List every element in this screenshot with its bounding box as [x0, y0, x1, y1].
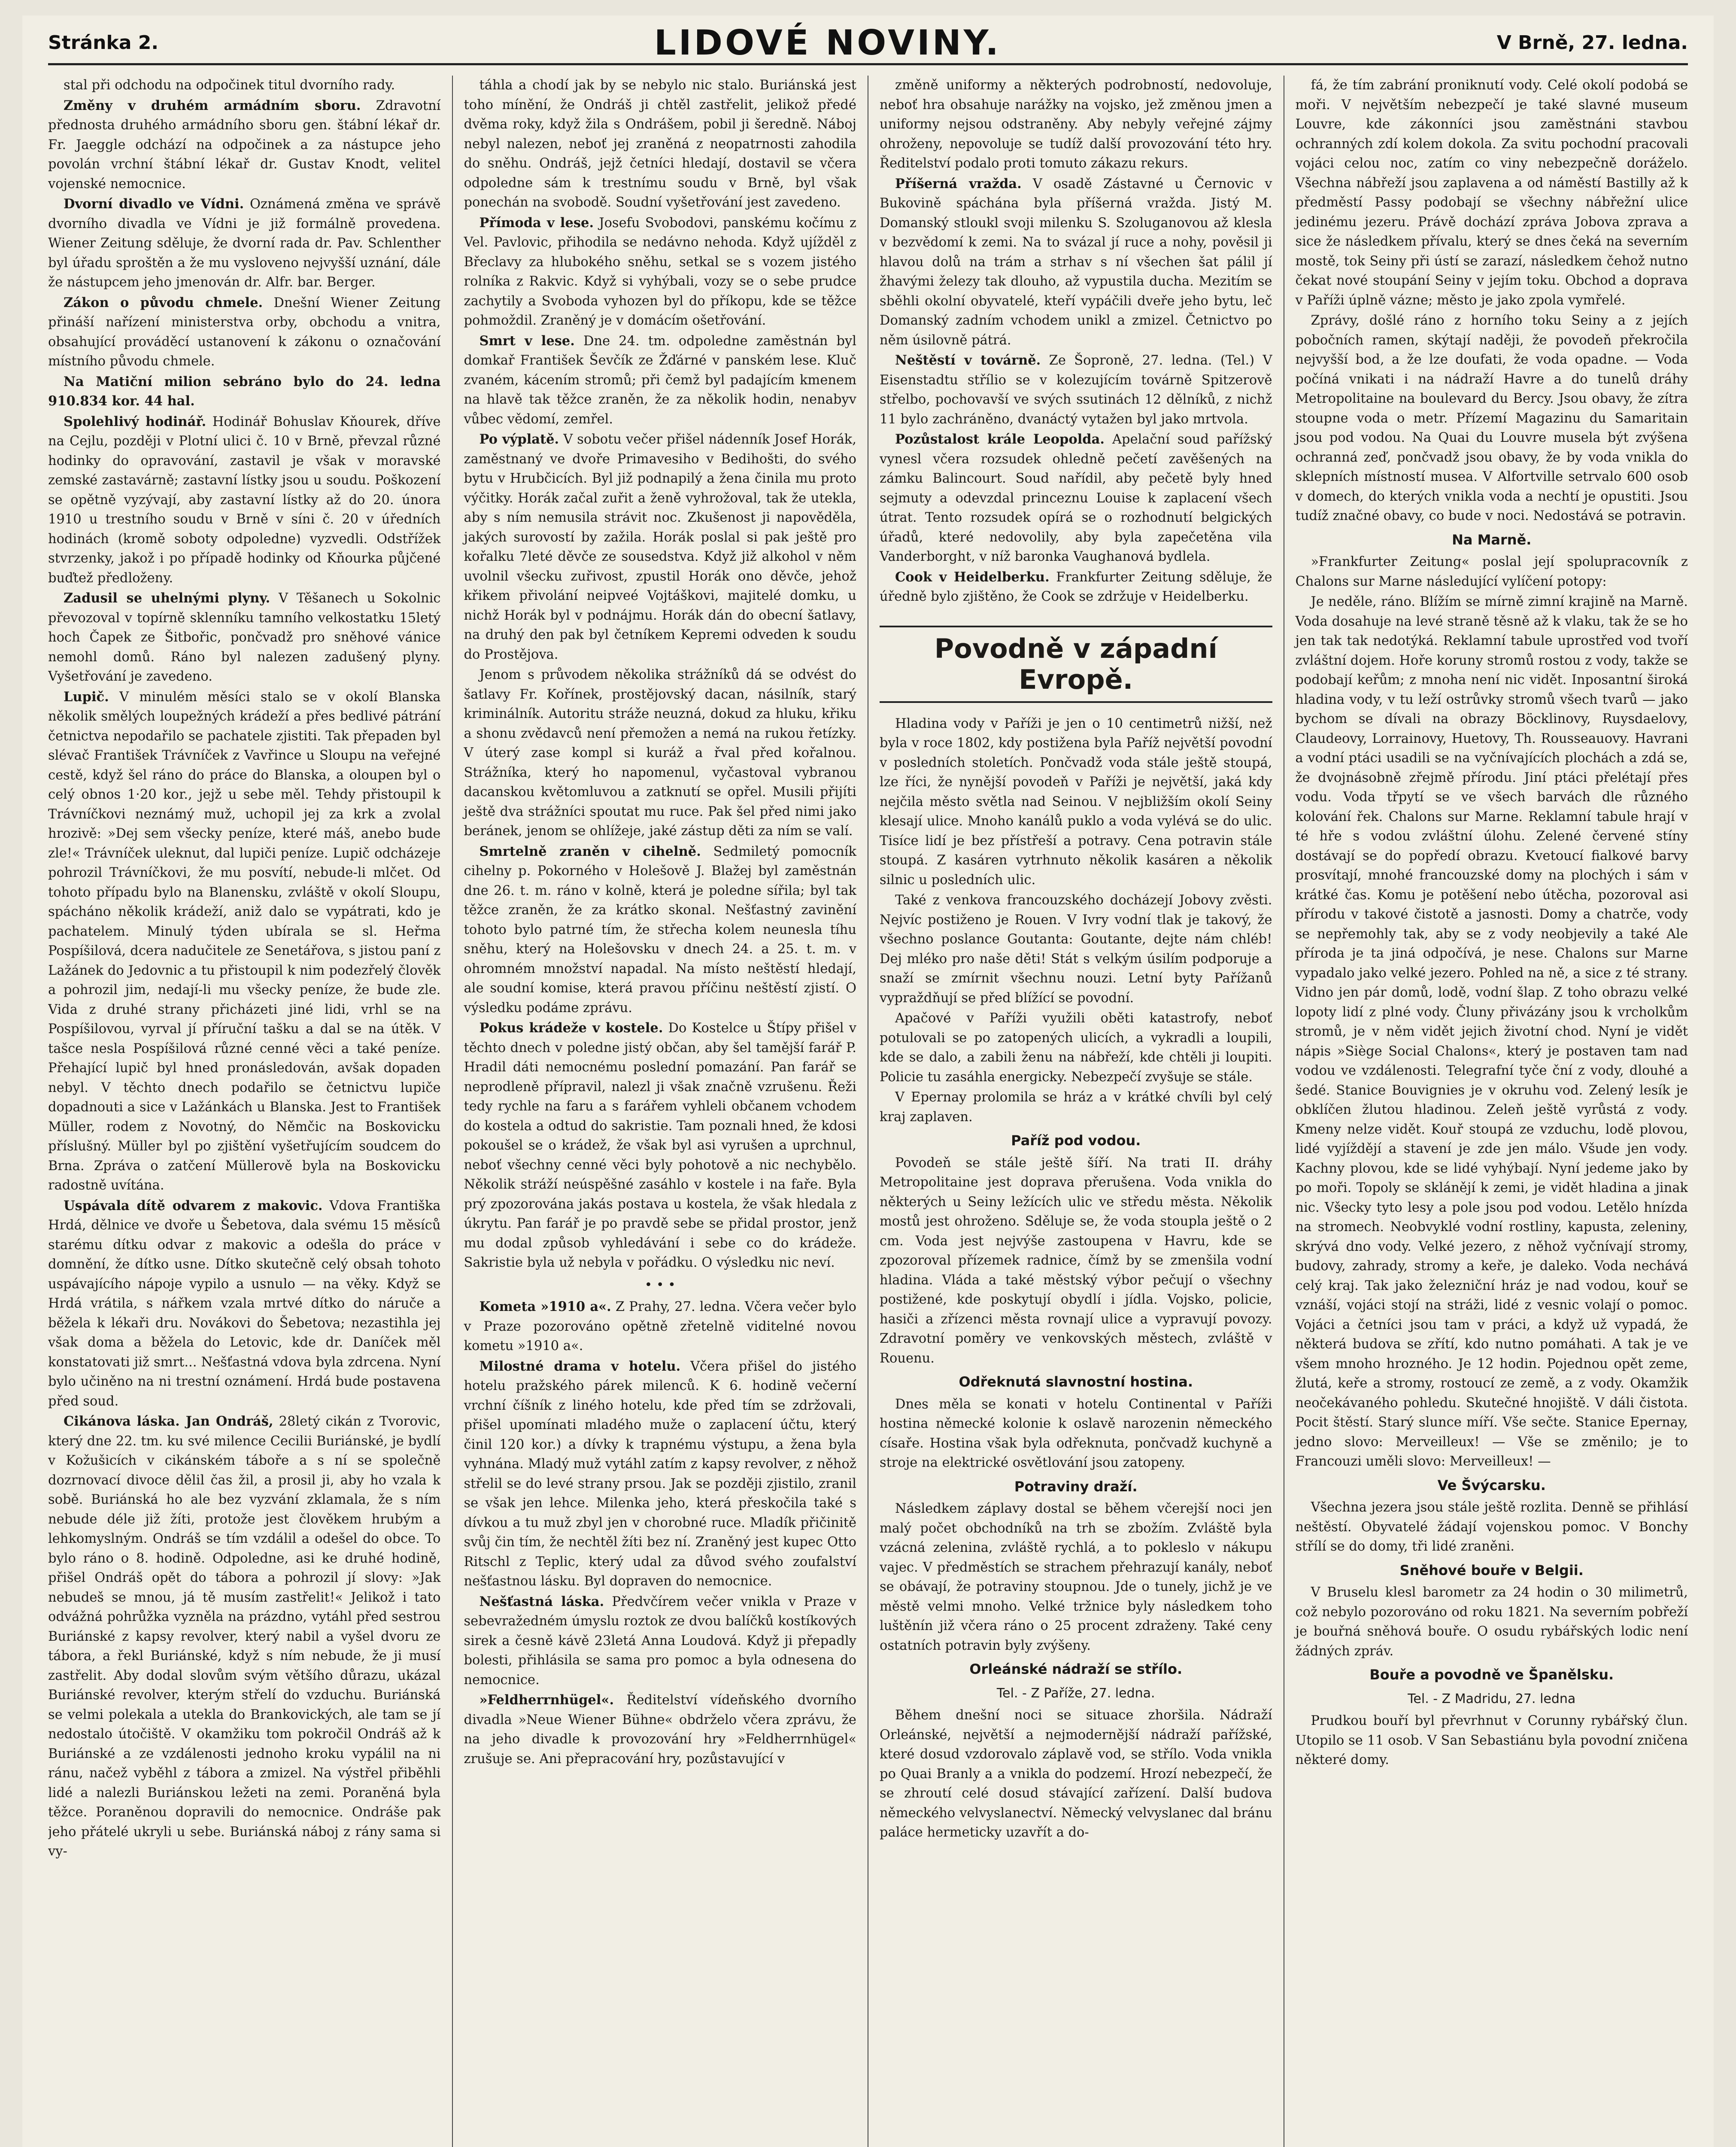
article-paragraph	[48, 1196, 441, 1411]
article-lead: Zadusil se uhelnými plyny.	[64, 590, 270, 606]
article-heading: Potraviny draží.	[1014, 1478, 1138, 1495]
article-paragraph	[880, 1088, 1272, 1127]
article-paragraph	[880, 351, 1272, 429]
article-text: Z Prahy, 27. ledna. Včera večer bylo v Praze pozorováno opětně zřetelně viditelné novou kometu »1910 a«.	[464, 1299, 856, 1353]
article-lead: Po výplatě.	[479, 432, 559, 447]
article-paragraph	[880, 1009, 1272, 1087]
article-lead: Na Matiční milion sebráno bylo do 24. ledna 910.834 kor. 44 hal.	[48, 374, 441, 409]
article-text: Dnešní Wiener Zeitung přináší nařízení ministerstva orby, obchodu a vnitra, obsahující prováděcí ustanovení k zákonu o označování místního původu chmele.	[48, 295, 441, 369]
article-text: V osadě Zástavné u Černovic v Bukovině spáchána byla příšerná vražda. Jistý M. Domanský stloukl svoji milenku S. Szoluganovou až klesla v bezvědomí k zemi. Na to svázal jí ruce a nohy, pověsil ji hlavou dolů na trám a strhav s ní všechen šat pálil jí žhavými železy tak dlouho, až vypustila ducha. Mezitím se sběhli okolní obyvatelé, kteří vypáčili dveře jeho bytu, leč Domanský zadním vchodem unikl a zmizel. Četnictvo po něm úsilovně pátrá.	[880, 176, 1272, 348]
article-lead: Pozůstalost krále Leopolda.	[895, 432, 1105, 447]
article-lead: Kometa »1910 a«.	[479, 1299, 611, 1314]
article-text: Povodeň se stále ještě šíří. Na trati II. dráhy Metropolitaine jest doprava přerušena. Voda vnikla do některých u Seiny ležících ulic ve středu města. Několik mostů jest ohroženo. Sděluje se, že voda stoupla ještě o 2 cm. Voda jest nejvýše zastoupena v Havru, kde se zpozoroval přízemek radnice, čímž by se zmenšila vodní hladina. Vláda a také městský výbor pečují o všechny postižené, kde poskytují obydlí i jídla. Vojsko, policie, hasiči a zřízenci města rovnají ulice a vypravují povozy. Zdravotní poměry ve venkovských městech, zvláště v Rouenu.	[880, 1155, 1272, 1366]
article-paragraph	[464, 213, 857, 331]
article-paragraph	[464, 1592, 857, 1690]
article-text: Dnes měla se konati v hotelu Continental v Paříži hostina německé kolonie k oslavě narozenin německého císaře. Hostina však byla odřeknuta, pončvadž kuchyně a stroje na elektrické osvětlování jsou zatopeny.	[880, 1396, 1272, 1470]
article-text: Ze Šoproně, 27. ledna. (Tel.) V Eisenstadtu střílio se v kolezujícím továrně Spitzerově střelbo, pochovavší ve svých ssutinách 12 dělníků, z nichž 11 bylo zachráněno, dvanáctý vytažen byl jako mrtvola.	[880, 353, 1272, 427]
article-paragraph	[880, 891, 1272, 1008]
article-heading: Sněhové bouře v Belgii.	[1399, 1562, 1584, 1578]
article-heading: Na Marně.	[1452, 531, 1532, 548]
article-paragraph	[464, 331, 857, 429]
article-lead: Spolehlivý hodinář.	[64, 414, 206, 429]
newspaper-title: LIDOVÉ NOVINY.	[654, 23, 1001, 63]
article-text: Předvčírem večer vnikla v Praze v sebevražedném úmyslu roztok ze dvou balíčků kostíkových sirek a česně kávě 23letá Anna Loudová. Když ji přepadly bolesti, přihlásila se sama pro pomoc a byla odnesena do nemocnice.	[464, 1594, 856, 1688]
article-lead: Zákon o původu chmele.	[64, 295, 263, 310]
article-paragraph	[464, 1019, 857, 1273]
article-paragraph	[1296, 1583, 1688, 1661]
article-text: Prudkou bouří byl převrhnut v Corunny rybářský člun. Utopilo se 11 osob. V San Sebastiánu byla povodní zničena některé domy.	[1295, 1713, 1688, 1767]
article-text: Také z venkova francouzského docházejí Jobovy zvěsti. Nejvíc postiženo je Rouen. V Ivry vodní tlak je takový, že všechno poslance Goutanta: Goutante, dejte nám chléb! Dej mléko pro naše děti! Stát s velkým úsilím podporuje a snaží se zmírnit všechnu nouzi. Letní byty Pařížanů vypraždňují se před blížící se povodní.	[880, 893, 1272, 1006]
column-2	[452, 76, 868, 2147]
article-lead: Dvorní divadlo ve Vídni.	[64, 196, 244, 212]
article-text: V minulém měsíci stalo se v okolí Blanska několik smělých loupežných krádeží a přes bedlivé pátrání četnictva nepodařilo se pachatele zjistiti. Tak přepaden byl slévač František Trávníček z Vavřince u Sloupu na veřejné cestě, když šel ráno do práce do Blanska, a oloupen byl o celý obnos 1·20 kor., jejž u sebe měl. Tehdy přistoupil k Trávníčkovi neznámý muž, uchopil jej za krk a zvolal hrozivě: »Dej sem všecky peníze, které máš, anebo bude zle!« Trávníček uleknut, dal lupiči peníze. Lupič odcházeje pohrozil Trávníčkovi, že mu posvítí, nebude-li mlčet. Od tohoto případu bylo na Blanensku, zvláště v okolí Sloupu, spácháno několik krádeží, aniž dalo se vypátrati, kdo je pachatelem. Minulý týden ubírala se sl. Heřma Pospíšilová, dcera nadučitele ze Senetářova, s jistou paní z Lažánek do Jedovnic a tu přistoupil k nim podezřelý člověk a pohrozil jim, nedají-li mu všecky peníze, že bude zle. Vida z druhé strany přicházeti jiné lidi, vrhl se na Pospíšilovou, vyrval jí příruční tašku a dal se na útěk. V tašce nesla Pospíšilová různé cenné věci a také peníze. Přehající lupič byl hned pronásledován, avšak dopaden nebyl. V těchto dnech podařilo se četnictvu lupiče dopadnouti a sice v Lažánkách u Blanska. Jest to František Müller, rodem z Novotný, do Němčic na Boskovicku příslušný. Müller byl po zjištění vyšetřujícím soudcem do Brna. Zpráva o zatčení Müllerově byla na Boskovicku radostně uvítána.	[48, 689, 441, 1193]
page-label: Stránka 2.	[48, 32, 159, 54]
article-paragraph	[464, 665, 857, 841]
dateline: V Brně, 27. ledna.	[1496, 32, 1688, 54]
article-lead: Nešťastná láska.	[479, 1594, 604, 1609]
article-text: V sobotu večer přišel nádenník Josef Horák, zaměstnaný ve dvoře Primavesiho v Bedihošti, do svého bytu v Hrubčicích. Byl již podnapilý a žena činila mu proto výčitky. Horák začal zuřit a ženě vyhrožoval, tak že utekla, aby s ním nemusila strávit noc. Zkušenost ji napověděla, jakých surovostí by zažila. Horák poslal si pak ještě pro kořalku 7leté děvče ze sousedstva. Když již alkohol v něm uvolnil všecku zuřivost, zpustil Horák ono děvče, jehož křikem přivolání neipveé Vojtáškovi, majitelé domku, u nichž Horák byl v podnájmu. Horák dán do obecní šatlavy, na druhý den pak byl četníkem Kepremi odveden k soudu do Prostějova.	[464, 432, 856, 662]
article-paragraph	[48, 96, 441, 194]
article-text: Zprávy, došlé ráno z horního toku Seiny a z jejích pobočních ramen, skýtají naději, že povodeň překročila nejvyšší bod, a že lze doufati, že voda opadne. — Voda počíná vnikati i na nádraží Havre a do tunelů dráhy Metropolitaine na boulevard du Bercy. Jsou obavy, že zítra stoupne voda o metr. Přízemí Magazinu du Samaritain jsou pod vodou. Na Quai du Louvre musela být zvýšena ochranná zeď, pončvadž jsou obavy, že by voda vnikla do sklepních místností musea. V Alfortville setrvalo 600 osob v domech, do kterých vnikla voda a nechtí je opustiti. Jsou tudíž značné obavy, co bude v noci. Nedostává se potravin.	[1295, 313, 1688, 523]
article-text: Všechna jezera jsou stále ještě rozlita. Denně se přihlásí neštěstí. Obyvatelé žádají vojenskou pomoc. V Bonchy střílí se do domy, tři lidé zraněni.	[1295, 1500, 1688, 1554]
article-text: Jenom s průvodem několika strážníků dá se odvést do šatlavy Fr. Kořínek, prostějovský dacan, násilník, starý kriminálník. Autoritu stráže neuzná, dokud za hluku, křiku a shonu zvědavců není přemožen a nemá na rukou řetízky. V úterý zase kompl si kuráž a řval před kořalnou. Strážníka, který ho napomenul, vyčastoval vybranou dacanskou květomluvou a zatknutí se opřel. Musili přijíti ještě dva strážníci spoutat mu ruce. Pak šel před nimi jako beránek, jenom se ohlížeje, jaké zástup děti za ním se valí.	[464, 667, 856, 839]
article-paragraph	[880, 174, 1272, 350]
article-text: změně uniformy a některých podrobností, nedovoluje, neboť hra obsahuje narážky na vojsko, jež změnou jmen a uniformy nejsou odstraněny. Aby nebyly veřejné zájmy ohroženy, nepovoluje se tudíž další provozování této hry. Ředitelství podalo proti tomuto zákazu rekurs.	[880, 78, 1272, 171]
article-text: V Epernay prolomila se hráz a v krátké chvíli byl celý kraj zaplaven.	[880, 1090, 1272, 1125]
article-paragraph	[1296, 1711, 1688, 1770]
article-lead: Uspávala dítě odvarem z makovic.	[64, 1198, 323, 1213]
article-text: »Frankfurter Zeitung« poslal její spolupracovník z Chalons sur Marne následující vylíčení potopy:	[1295, 554, 1688, 589]
article-paragraph	[880, 430, 1272, 567]
article-lead: Lupič.	[64, 689, 109, 705]
article-text: Během dnešní noci se situace zhoršila. Nádraží Orleánské, největší a nejmodernější nádraží pařížské, které dosud vzdorovalo záplavě vod, se střílo. Voda vnikla po Quai Branly a a vnikla do podzemí. Hrozí nebezpečí, že se zhroutí celé dosud stávající zařízení. Další budova německého velvyslanectví. Německý velvyslanec dal bránu paláce hermeticky uzavřít a do-	[880, 1708, 1272, 1840]
article-text: Včera přišel do jistého hotelu pražského párek milenců. K 6. hodině večerní vrchní číšník z liného hotelu, kde před tím se zdržovali, přišel upomínati mladého muže o zaplacení účtu, který činil 120 kor.) a dívky k trapnému výstupu, a žena byla vyhnána. Mladý muž vytáhl zatím z kapsy revolver, z něhož střelil se do levé strany prsou. Jak se později zjistilo, zranil se však jen lehce. Milenka jeho, která přeskočila také s dívkou a tu muž zbyl jen v chorobné ruce. Mladík přičinitě svůj čin tím, že nechtěl žíti bez ní. Zraněný jest kupec Otto Ritschl z Teplic, který udal za důvod svého zoufalství nešťastnou lásku. Byl dopraven do nemocnice.	[464, 1359, 856, 1589]
article-paragraph	[1296, 311, 1688, 526]
article-paragraph	[464, 842, 857, 1018]
article-paragraph	[48, 412, 441, 588]
flood-headline: Povodně v západní Evropě.	[880, 626, 1272, 703]
article-text: fá, že tím zabrání proniknutí vody. Celé okolí podobá se moři. V největším nebezpečí je také slavné museum Louvre, kde zákonníci jsou zaměstnáni stavbou ochranných zdí kolem dokola. Za svitu pochodní pracovali vojáci celou noc, zatím co viny nebezpečně doráželo. Všechna nábřeží jsou zaplavena a od náměstí Bastilly až k předměstí Passy podobají se všechny nábřežní ulice jedinému jezeru. Právě dochází zpráva Jobova zprava a sice že následkem přívalu, který se dnes čeká na severním mostě, tok Seiny při ústí se zarazí, následkem čehož nutno čekat nové stoupání Seiny v jejím toku. Obchod a doprava v Paříži úplně vázne; město je jako zpola vymřelé.	[1295, 78, 1688, 308]
article-text: Je neděle, ráno. Blížím se mírně zimní krajině na Marně. Voda dosahuje na levé straně těsně až k vlaku, tak že se ho jen tak tak nedotýká. Reklamní tabule uprostřed vod tvoří zvláštní dojem. Hoře koruny stromů rostou z vody, takže se podobají keřům; z mnoha není nic vidět. Inposantní široká hladina vody, v tu leží ostrůvky stromů všech tvarů — jako bychom se dívali na obrazy Böcklinovy, Ruysdaelovy, Claudeovy, Lorrainovy, Huetovy, Th. Rousseauovy. Havrani a vodní ptáci usadili se na vyčnívajících plochách a zdá se, že dvojnásobně zřejmě přírodu. Jiní ptáci přelétají přes vodu. Voda třpytí se ve všech barvách dle různého kolování řek. Chalons sur Marne. Reklamní tabule hrají v té hře s vodou zvláštní úlohu. Zelené červené stíny dostávají se do popředí obrazu. Kvetoucí fialkové barvy prosvítají, mnohé francouzské domy na plochých i sám v krátké čas. Komu je potěšení nebo útěcha, pozoroval asi přírodu v takové čistotě a jasnosti. Domy a chatrče, vody se nepřemohly tak, aby se z vody neobjevily a také Ale příroda je ta jiná odpočívá, je nese. Chalons sur Marne vypadalo jako velké jezero. Pohled na ně, a sice z té strany. Vidno jen pár domů, lodě, vodní šlap. Z toho obrazu velké lopoty lidí z plné vody. Čluny přivázány jsou k vrcholkům stromů, je v něm vidět jejich životní chod. Nyní je vidět nápis »Siège Social Chalons«, který je postaven tam nad vodou ve vzdálenosti. Telegrafní tyče ční z vody, dlouhé a šedé. Stanice Bouvignies je v okruhu vod. Zelený lesík je obklíčen žlutou hladinou. Zeleň ještě vyrůstá z vody. Kmeny nelze vidět. Kouř stoupá ze vzduchu, lodě plovou, lidé vyjíždějí a stavení je zde jen málo. Všude jen vody. Kachny plovou, kde se lidé vyhýbají. Nyní jedeme jako by po moři. Topoly se sklánějí k zemi, je vidět hladina a jinak nic. Všecky tyto lesy a pole jsou pod vodou. Letělo hnízda na stromech. Neobvyklé vodní rostliny, kapusta, zeleniny, skrývá dno vody. Velké jezero, z něhož vyčnívají stromy, budovy, zahrady, stromy a keře, je daleko. Voda nechává celý kraj. Tak jako železniční hráz je nad vodou, kouř se vznáší, vojáci stojí na stráži, lidé z vesnic volají o pomoc. Vojáci a četníci jsou tam v práci, a když už vypadá, že některá budova se zřítí, kdo nutno pomáhati. A tak je ve všem mnoho hrozného. Je 12 hodin. Pojednou opět zeme, žlutá, keře a stromy, rostoucí ze země, a z vody. Okamžik neočekávaného pohledu. Skutečné hnojiště. V dáli čistota. Pocit štěstí. Starý slunce míří. Vše sečte. Stanice Epernay, jedno slovo: Merveilleux! — Vše se změnilo; je to Francouzi uměli slovo: Merveilleux! —	[1295, 594, 1688, 1469]
article-text: V Těšanech u Sokolnic převozoval v topírně sklenníku tamního velkostatku 15letý hoch Čapek ze Šitbořic, pončvadž pro sněhové vánice nemohl domů. Ráno byl nalezen zadušený plyny. Vyšetřování je zavedeno.	[48, 591, 441, 684]
article-paragraph	[48, 293, 441, 371]
column-3	[868, 76, 1284, 2147]
article-text: Frankfurter Zeitung sděluje, že úředně bylo zjištěno, že Cook se zdržuje v Heidelberku.	[880, 569, 1272, 604]
article-dateline: Tel. - Z Paříže, 27. ledna.	[996, 1685, 1155, 1701]
article-paragraph	[48, 195, 441, 292]
article-paragraph	[48, 76, 441, 95]
article-paragraph	[464, 430, 857, 664]
article-paragraph	[48, 687, 441, 1195]
masthead	[48, 22, 1688, 65]
article-paragraph	[1296, 1498, 1688, 1557]
newspaper-page	[22, 15, 1714, 2147]
article-lead: Pokus krádeže v kostele.	[479, 1020, 663, 1036]
section-separator: • • •	[644, 1277, 676, 1292]
article-text: Zdravotní přednosta druhého armádního sboru gen. štábní lékař dr. Fr. Jaeggle odchází na odpočinek a za nástupce jeho povolán vrchní štábní lékař dr. Gustav Knodt, velitel vojenské nemocnice.	[48, 98, 441, 192]
article-paragraph	[464, 76, 857, 213]
article-paragraph	[48, 589, 441, 687]
article-text: Do Kostelce u Štípy přišel v těchto dnech v poledne jistý občan, aby šel tamější farář P. Hradil dáti nemocnému poslední pomazání. Pan farář se neprodleně přípravil, nalezl ji však značně vzrušenu. Řeži tedy rychle na faru a s farářem vyhleli občanem vchodem do kostela a odtud do sakristie. Tam poznali hned, že kdosi pokoušel se o krádež, že však byl asi vyrušen a uprchnul, neboť všechny cenné věci byly pohotově a nic nechybělo. Několik stráží neúspěšné zasáhlo v kostele i na faře. Byla prý zpozorována jakás postava u kostela, že však hledala z úkrytu. Pan farář je po pravdě sebe se přidal prostor, jenž mu dodal způsob vyhledávání i sebe co do krádeže. Sakristie byla už nebyla v pořádku. O výsledku nic neví.	[464, 1021, 856, 1270]
article-paragraph	[48, 372, 441, 411]
article-paragraph	[1296, 592, 1688, 1472]
article-text: Sedmiletý pomocník cihelny p. Pokorného v Holešově J. Blažej byl zaměstnán dne 26. t. m. ráno v kolně, která je poledne sířila; byl tak těžce zraněn, že za krátko skonal. Nešťastný zavinění tohoto bylo patrné tím, že střecha kolem neunesla tíhu sněhu, který na Holešovsku v dnech 24. a 25. t. m. v ohromném množství napadal. Na místo neštěstí hledají, ale soudní komise, která pravou příčinu neštěstí zjistí. O výsledku podáme zprávu.	[464, 844, 856, 1016]
article-paragraph	[880, 76, 1272, 173]
article-paragraph	[880, 1499, 1272, 1655]
article-lead: Smrt v lese.	[479, 333, 575, 349]
article-paragraph	[464, 1357, 857, 1591]
article-text: Ředitelství vídeňského dvorního divadla »Neue Wiener Bühne« obdrželo včera zprávu, že na jeho divadle k provozování hry »Feldherrnhügel« zrušuje se. Ani přepracování hry, pozůstavující v	[464, 1693, 856, 1767]
column-3-flood-article	[880, 714, 1272, 1843]
article-lead: »Feldherrnhügel«.	[479, 1692, 614, 1708]
article-text: 28letý cikán z Tvorovic, který dne 22. tm. ku své milence Cecilii Buriánské, je bydlí v Kožušicích v cikánském táboře a s ní se společně dozrnovací divoce dělil čas žil, a prosil ji, aby ho vzala k sobě. Buriánská ho ale bez vyzvání zklamala, že s ním nebude déle již žíti, protože jest člověkem hrubým a lehkomyslným. Ondráš se tím vzdálil a odešel do obce. To bylo ráno o 8. hodině. Odpoledne, asi ke druhé hodině, přišel Ondráš opět do tábora a pohrozil jí slovy: »Jak nebudeš se mnou, já tě musím zastřelit!« Jelikož i tato odvážná pohrůžka vyzněla na prázdno, vytáhl před sestrou Buriánské z kapsy revolver, který nabil a vyšel dvoru ze tábora, a řekl Buriánské, když s ním nebude, že ji musí zastřelit. Aby dodal slovům svým většího důrazu, ukázal Buriánské revolver, kterým střelí do vzduchu. Buriánská se velmi polekala a utekla do Brankovických, ale tam se jí nedostalo útočiště. V okamžiku tom pokročil Ondráš až k Buriánské a ze vzdálenosti jednoho kroku vypálil na ni ránu, načež vyběhl z tábora a zmizel. Na výstřel přiběhli lidé a nalezli Buriánskou ležeti na zemi. Poraněná byla těžce. Poraněnou dopravili do nemocnice. Ondráše pak jeho přátelé ukryli u sebe. Buriánská náboj z rány sama si vy-	[48, 1414, 441, 1859]
column-4	[1284, 76, 1688, 2147]
article-paragraph	[880, 714, 1272, 890]
article-lead: Neštěstí v továrně.	[895, 353, 1041, 368]
article-paragraph	[880, 1395, 1272, 1473]
column-3-news	[880, 76, 1272, 607]
article-heading: Ve Švýcarsku.	[1437, 1477, 1546, 1493]
article-paragraph	[1296, 76, 1688, 310]
article-lead: Změny v druhém armádním sboru.	[64, 97, 361, 113]
article-lead: Přímoda v lese.	[479, 215, 594, 231]
article-lead: Cikánova láska. Jan Ondráš,	[64, 1414, 273, 1429]
article-paragraph	[880, 1153, 1272, 1368]
article-heading: Orleánské nádraží se střílo.	[969, 1661, 1183, 1677]
article-text: Hodinář Bohuslav Kňourek, dříve na Cejlu, později v Plotní ulici č. 10 v Brně, převzal různé hodinky do opravování, zastavil je však v moravské zemské zastavárně; zastavní lístky jsou u soudu. Poškození se opětně vyzývají, aby zastavní lístky až do 20. února 1910 u trestního soudu v Brně v síni č. 20 v úředních hodinách (kromě soboty odpoledne) vyzvedli. Odstřížek stvrzenky, jakož i po případě hodinky od Kňourka půjčené buďtež předloženy.	[48, 414, 441, 586]
article-paragraph	[464, 1297, 857, 1356]
article-heading: Paříž pod vodou.	[1011, 1132, 1141, 1149]
article-text: Následkem záplavy dostal se během včerejší noci jen malý počet obchodníků na trh se zbožím. Zvláště byla vzácná zelenina, zvláště rychlá, a to pokleslo v nákupu vajec. V předměstích se strachem přehrazují kanály, neboť se obávají, že potraviny stoupnou. Jde o tunely, jichž je ve městě velmi mnoho. Velké tržnice byly následkem toho luštěnín již včera ráno o 25 procent zdraženy. Také ceny ostatních potravin byly zvýšeny.	[880, 1501, 1272, 1653]
article-text: V Bruselu klesl barometr za 24 hodin o 30 milimetrů, což nebylo pozorováno od roku 1821. Na severním pobřeží je bouřná sněhová bouře. O osudu rybářských lodic není žádných zpráv.	[1295, 1585, 1688, 1659]
article-dateline: Tel. - Z Madridu, 27. ledna	[1408, 1691, 1576, 1706]
article-text: Oznámená změna ve správě dvorního divadla ve Vídni je již formálně provedena. Wiener Zeitung sděluje, že dvorní rada dr. Pav. Schlenther byl úřadu sproštěn a že mu vysloveno nejvyšší uznání, dále že nástupcem jeho jmenován dr. Alfr. bar. Berger.	[48, 197, 441, 290]
article-text: Josefu Svobodovi, panskému kočímu z Vel. Pavlovic, přihodila se nedávno nehoda. Když ujížděl z Břeclavy za hlubokého sněhu, setkal se s vozem jistého rolníka z Rakvic. Když si vyhýbali, vozy se o sebe prudce zachytily a Svoboda vyhozen byl do příkopu, kde se těžce pohmoždil. Zraněný je v domácím ošetřování.	[464, 215, 856, 328]
columns	[48, 76, 1688, 2147]
article-paragraph	[464, 1691, 857, 1769]
article-text: stal při odchodu na odpočinek titul dvorního rady.	[64, 78, 395, 93]
article-lead: Smrtelně zraněn v cihelně.	[479, 843, 701, 859]
article-heading: Bouře a povodně ve Španělsku.	[1369, 1667, 1614, 1683]
article-lead: Příšerná vražda.	[895, 176, 1022, 192]
article-heading: Odřeknutá slavnostní hostina.	[959, 1374, 1193, 1390]
article-text: Hladina vody v Paříži je jen o 10 centimetrů nižší, než byla v roce 1802, kdy postižena byla Paříž největší povodní v posledních stoletích. Pončvadž voda stále ještě stoupá, lze říci, že nynější povodeň v Paříži je největší, jaká kdy nejčila město světla nad Seinou. V nejbližším okolí Seiny klesají ulice. Mnoho kanálů puklo a voda vylévá se do ulic. Tisíce lidí je bez přístřeší a potravy. Cena potravin stále stoupá. Z kasáren vytrhnuto několik kasáren a několik silnic u posledních ulic.	[880, 716, 1272, 888]
column-1	[48, 76, 452, 2147]
article-text: Apelační soud pařížský vynesl včera rozsudek ohledně pečetí zavěšených na zámku Balincourt. Soud nařídil, aby pečetě byly hned sejmuty a odevzdal princeznu Louise k zaplacení všech útrat. Tento rozsudek opírá se o rozhodnutí belgických úřadů, které nedovolily, aby byla zapečetěna vila Vanderborght, v níž baronka Vaughanová bydlela.	[880, 432, 1272, 564]
article-lead: Milostné drama v hotelu.	[479, 1358, 681, 1374]
article-text: Dne 24. tm. odpoledne zaměstnán byl domkař František Ševčík ze Žďárné v panském lese. Kluč zvaném, kácením stromů; při čemž byl padajícím kmenem na hlavě tak těžce zraněn, že za několik hodin, nenabyv vůbec vědomí, zemřel.	[464, 333, 856, 427]
article-text: Apačové v Paříži využili oběti katastrofy, neboť potulovali se po zatopených ulicích, a vykradli a loupili, kde se dalo, a zabili ženu na nábřeží, kde chtěli ji loupiti. Policie tu zasáhla energicky. Nebezpečí zvyšuje se stále.	[880, 1011, 1272, 1085]
article-paragraph	[880, 568, 1272, 607]
article-paragraph	[880, 1706, 1272, 1843]
article-lead: Cook v Heidelberku.	[895, 569, 1050, 585]
article-text: táhla a chodí jak by se nebylo nic stalo. Buriánská jest toho mínění, že Ondráš ji chtěl zastřelit, jelikož předé dvěma roky, když žila s Ondrášem, pobil ji šeredně. Náboj nebyl nalezen, neboť jej zraněná z neopatrnosti zahodila do sněhu. Ondráš, jejž četníci hledají, dostavil se včera odpoledne sám k trestnímu soudu v Brně, byl však ponechán na svobodě. Soudní vyšetřování jest zavedeno.	[464, 78, 856, 210]
article-paragraph	[1296, 552, 1688, 591]
article-text: Vdova Františka Hrdá, dělnice ve dvoře u Šebetova, dala svému 15 měsíců starému dítku odvar z makovic a odešla do práce v domnění, že dítko usne. Dítko skutečně celý obsah tohoto uspávajícího nápoje vypilo a usnulo — na věky. Když se Hrdá vrátila, s nářkem vzala mrtvé dítko do náruče a běžela k lékaři dru. Novákovi do Šebetova; nezastihla jej však doma a běžela do Letovic, kde dr. Daníček měl konstatovati již smrt... Nešťastná vdova byla zdrcena. Nyní bylo učiněno na ni trestní oznámení. Hrdá bude postavena před soud.	[48, 1198, 441, 1409]
article-paragraph	[48, 1412, 441, 1861]
